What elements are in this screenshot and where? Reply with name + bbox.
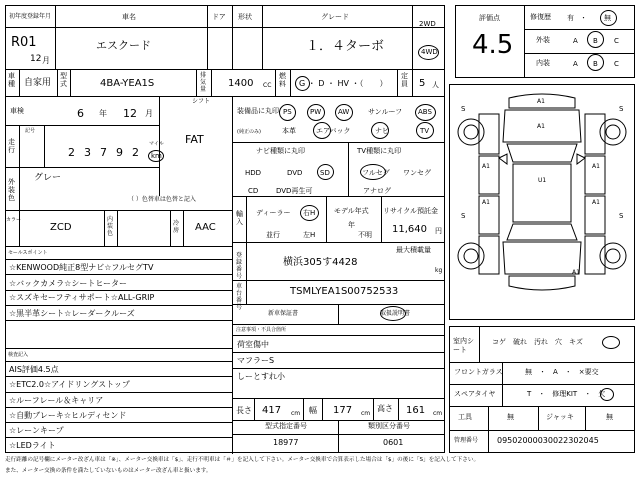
inspector-item: ☆レーンキープ <box>9 426 64 435</box>
door-label: ドア <box>212 13 226 21</box>
wheel-front-left <box>458 119 484 145</box>
length-unit: cm <box>291 410 301 417</box>
class-no-label: 類別区分番号 <box>368 422 410 430</box>
interior-grade-b: B <box>593 60 598 68</box>
height-label: 高さ <box>377 404 393 413</box>
spare-tire-items: T ・ 修理KIT ・ 欠 <box>527 390 606 398</box>
color-no-label: カラー <box>6 217 22 223</box>
interior-grade-a: A <box>573 60 578 68</box>
shaken-month-unit: 月 <box>145 109 153 118</box>
vin-label: 車台番号 <box>236 283 243 311</box>
inspector-item: ☆LEDライト <box>9 441 56 450</box>
drive-2wd: 2WD <box>419 20 436 28</box>
mileage-digit: 2 <box>68 146 75 159</box>
inspector-item: ☆自動ブレーキ☆ヒルディセンド <box>9 411 127 420</box>
diagram-s-mark: S <box>619 105 624 113</box>
rear-bumper <box>509 276 575 290</box>
diagram-label-center: U1 <box>538 177 547 184</box>
mirror-right <box>577 154 585 164</box>
type-no-label: 型式指定番号 <box>265 422 307 430</box>
shaken-year: 6 <box>77 107 84 120</box>
left-front-door <box>479 156 499 194</box>
recycle-amount: 11,640 <box>392 224 427 235</box>
ext-color-value: グレー <box>34 173 62 183</box>
defect-item: 荷室傷中 <box>237 340 269 349</box>
reg-year-value: R01 <box>11 35 37 50</box>
grade-value: １．４ターボ <box>306 39 385 54</box>
equipment-item: ABS <box>418 108 432 116</box>
equipment-label: 装備品に丸印 <box>237 107 279 115</box>
tools-label: 工具 <box>458 413 472 421</box>
shape-label: 形状 <box>238 13 252 21</box>
equipment-sub: (純正のみ) <box>237 129 261 135</box>
footer-note-1: 走行距離の記号欄にメーター改ざん車は「※」、メーター交換車は「$」、走行不明車は「＃」を記入して下さい。メーター交換車で合算表示した場合は「$」の後に「S」を記入して下さい。 <box>5 457 480 463</box>
front-glass-label: フロントガラス <box>454 368 503 376</box>
sales-points-label: セールスポイント <box>8 250 48 256</box>
shift-value: FAT <box>185 133 204 146</box>
reg-no-value: 横浜305す4428 <box>283 257 358 268</box>
equipment-item: ナビ <box>375 127 389 135</box>
left-front-fender <box>479 114 499 154</box>
use-value: 自家用 <box>24 78 52 88</box>
class-no-value: 0601 <box>383 438 404 447</box>
mirror-left <box>499 154 507 164</box>
equipment-item: 本革 <box>282 127 296 135</box>
repair-no: 無 <box>604 14 611 22</box>
interior-label: 内装 <box>536 59 550 67</box>
score-value: 4.5 <box>472 30 514 60</box>
tailgate <box>503 242 581 274</box>
reg-month-unit: 月 <box>42 56 50 65</box>
diagram-label-left-2: A1 <box>482 199 490 206</box>
recycle-unit: 円 <box>435 227 442 235</box>
diagram-label-front: A1 <box>537 98 545 105</box>
score-label: 評価点 <box>479 14 500 22</box>
inspector-item: ☆ETC2.0☆アイドリングストップ <box>9 380 130 389</box>
inspector-item: ☆ルーフレール＆キャリア <box>9 396 104 405</box>
displacement-value: 1400 <box>228 78 254 89</box>
ac-label: 冷房 <box>173 220 180 234</box>
mileage-unit-km: km <box>151 152 162 160</box>
type-no-value: 18977 <box>273 438 299 447</box>
diagram-label-right-2: A1 <box>592 199 600 206</box>
diagram-s-mark: S <box>619 212 624 220</box>
exterior-grade-b: B <box>593 37 598 45</box>
sales-point-item: ☆黒半革シート☆レーダークルーズ <box>9 309 135 318</box>
sales-point-item: ☆KENWOOD純正8型ナビ☆フルセグTV <box>9 263 154 272</box>
handle-right: 右H <box>303 209 316 217</box>
equipment-item: AW <box>338 108 350 116</box>
tv-item: フルセグ <box>362 169 390 177</box>
nav-item: HDD <box>245 169 262 177</box>
repair-yes: 有 <box>567 14 574 22</box>
import-label: 輸入 <box>236 210 243 226</box>
wheel-front-left-inner <box>464 125 478 139</box>
height-value: 161 <box>406 405 426 416</box>
inspector-item: AIS評価4.5点 <box>9 365 59 374</box>
tools-value: 無 <box>507 413 514 421</box>
ext-color-label: 外装色 <box>8 178 15 202</box>
wheel-front-right-inner <box>606 125 620 139</box>
diagram-s-mark: S <box>461 105 466 113</box>
row1-divider <box>5 27 445 28</box>
equipment-item: PS <box>283 108 292 116</box>
ac-value: AAC <box>195 222 216 233</box>
nav-item: DVD再生可 <box>276 187 313 195</box>
interior-seat-label: 室内シート <box>453 337 474 354</box>
shaken-year-unit: 年 <box>99 109 107 118</box>
jack-value: 無 <box>606 413 613 421</box>
reg-year-label: 初年度登録年月 <box>9 13 52 20</box>
mileage-digit: 2 <box>132 146 139 159</box>
shift-label: シフト <box>192 98 211 105</box>
right-front-door <box>585 156 605 194</box>
repair-history-label: 修復歴 <box>530 13 551 21</box>
inspector-label: 検査記入 <box>8 352 29 358</box>
fuel-label: 燃料 <box>279 72 286 88</box>
length-value: 417 <box>262 405 282 416</box>
diagram-s-mark: S <box>461 212 466 220</box>
wheel-rear-right <box>600 243 626 269</box>
warranty-label: 新車保証書 <box>268 310 299 317</box>
car-name-value: エスクード <box>96 39 151 52</box>
model-year-label: モデル年式 <box>334 207 369 215</box>
wheel-rear-left-inner <box>464 249 478 263</box>
reg-no-label: 登録番号 <box>236 252 243 280</box>
reg-month-value: 12 <box>30 54 42 64</box>
displacement-label: 排気量 <box>200 72 207 93</box>
width-value: 177 <box>333 405 353 416</box>
interior-seat-items: コゲ 破れ 汚れ 穴 キズ <box>492 338 583 346</box>
nav-type-label: ナビ種類に丸印 <box>256 147 305 155</box>
diagram-label-right-1: A1 <box>592 163 600 170</box>
diagram-label-roof: A1 <box>537 123 545 130</box>
rear-window <box>507 224 577 240</box>
spare-tire-label: スペアタイヤ <box>454 390 496 398</box>
left-rear-fender <box>479 236 499 274</box>
width-label: 幅 <box>309 406 317 415</box>
interior-color-label: 内装色 <box>107 216 114 237</box>
jack-label: ジャッキ <box>546 413 574 421</box>
tv-item: アナログ <box>363 187 391 195</box>
equipment-item: PW <box>310 108 322 116</box>
width-unit: cm <box>361 410 371 417</box>
defect-item: しーとすれ小 <box>237 372 285 381</box>
right-rear-fender <box>585 236 605 274</box>
equipment-item: サンルーフ <box>368 108 403 116</box>
vin-value: TSMLYEA1S00752533 <box>290 286 399 297</box>
car-name-label: 車名 <box>122 13 136 21</box>
mileage-unit-mile: マイル <box>149 141 164 147</box>
car-diagram <box>449 84 635 320</box>
shaken-label: 車検 <box>10 107 24 115</box>
windshield <box>507 144 577 162</box>
color-no-value: ZCD <box>50 222 72 233</box>
exterior-grade-c: C <box>614 37 619 45</box>
nav-item: CD <box>248 187 259 195</box>
control-no-value: 09502000030022302045 <box>497 436 599 445</box>
mileage-digit: 9 <box>116 146 123 159</box>
nav-item: SD <box>320 169 330 177</box>
import-parallel: 並行 <box>266 231 280 239</box>
interior-grade-c: C <box>614 60 619 68</box>
mileage-digit: 3 <box>84 146 91 159</box>
right-front-fender <box>585 114 605 154</box>
diagram-label-rear: A1 <box>572 269 580 276</box>
mileage-digit: 7 <box>100 146 107 159</box>
defect-item: マフラーS <box>237 356 275 365</box>
model-year-unknown: 不明 <box>358 231 372 239</box>
mileage-code-label: 記号 <box>25 128 36 134</box>
import-dealer: ディーラー <box>256 209 291 217</box>
displacement-unit: CC <box>263 82 272 89</box>
exterior-grade-a: A <box>573 37 578 45</box>
control-no-label: 管理番号 <box>454 437 479 444</box>
exterior-label: 外装 <box>536 36 550 44</box>
capacity-unit: 人 <box>432 81 439 89</box>
capacity-label: 定員 <box>401 72 408 88</box>
shaken-month: 12 <box>123 107 137 120</box>
ext-color-note: （ ）色替車は色替と記入 <box>128 196 196 203</box>
defects-label: 注意事項・不具合箇所 <box>236 327 287 333</box>
model-value: 4BA-YEA1S <box>100 78 155 89</box>
equipment-item: TV <box>420 127 430 135</box>
wheel-front-right <box>600 119 626 145</box>
handle-left: 左H <box>303 231 316 239</box>
length-label: 長さ <box>236 406 252 415</box>
grade-label: グレード <box>321 13 349 21</box>
max-load-unit: kg <box>435 267 443 274</box>
model-year-unit: 年 <box>348 221 355 229</box>
use-label: 車種 <box>8 72 15 88</box>
fuel-options: G ・ D ・ HV ・（ ） <box>299 79 388 88</box>
model-label: 型式 <box>60 72 67 88</box>
sales-point-item: ☆バックカメラ☆シートヒーター <box>9 279 128 288</box>
tv-item: ワンセグ <box>403 169 431 177</box>
recycle-label: リサイクル預託金 <box>383 207 439 215</box>
capacity-value: 5 <box>419 78 426 89</box>
front-glass-items: 無 ・ A ・ ×要交 <box>525 368 599 376</box>
equipment-item: エアバック <box>316 127 351 135</box>
diagram-label-left-1: A1 <box>482 163 490 170</box>
tv-type-label: TV種類に丸印 <box>357 147 402 155</box>
wheel-rear-left <box>458 243 484 269</box>
wheel-rear-right-inner <box>606 249 620 263</box>
max-load-label: 最大積載量 <box>396 246 431 254</box>
height-unit: cm <box>433 410 443 417</box>
nav-item: DVD <box>287 169 303 177</box>
footer-note-2: また、メーター交換の条件を満たしていないものはメーター改ざん車と扱います。 <box>5 468 212 474</box>
manual-label: 取扱説明書 <box>380 310 411 317</box>
roof <box>513 164 571 222</box>
sales-point-item: ☆スズキセーフティサポート☆ALL-GRIP <box>9 293 155 302</box>
drive-4wd: 4WD <box>421 48 438 56</box>
mileage-label: 走行 <box>8 138 15 154</box>
